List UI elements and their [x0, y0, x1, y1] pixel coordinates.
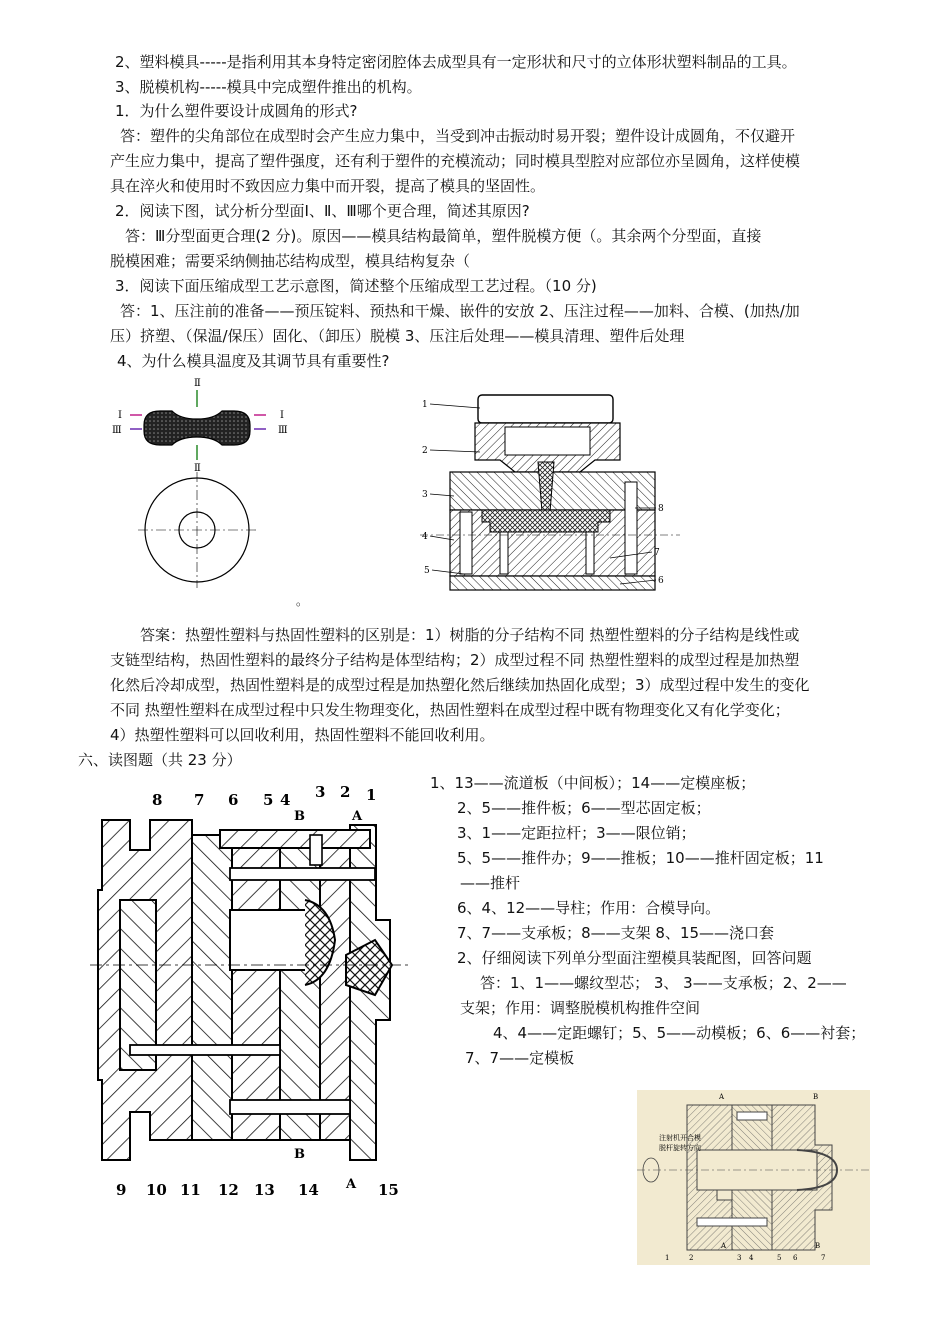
single-mold-answer-line-3: 4、4——定距螺钉；5、5——动模板；6、6——衬套；: [493, 1024, 866, 1042]
label-II-top: Ⅱ: [194, 378, 201, 389]
comp-label-8: 8: [658, 504, 664, 514]
parting-surface-figure: [108, 375, 308, 610]
small-distance-screw: [737, 1112, 767, 1120]
small-label-7: 7: [821, 1254, 826, 1262]
question-single-parting-mold: 2、仔细阅读下列单分型面注塑模具装配图，回答问题: [457, 949, 812, 967]
comp-label-1: 1: [422, 400, 428, 410]
compression-mold-figure: [420, 390, 680, 605]
answer-4-line-1: 答案：热塑性塑料与热固性塑料的区别是：1）树脂的分子结构不同 热塑性塑料的分子结构是线性或: [140, 626, 800, 644]
small-label-3: 3: [737, 1254, 742, 1262]
question-3: 3．阅读下面压缩成型工艺示意图，简述整个压缩成型工艺过程。（10 分): [115, 277, 597, 295]
guide-pin-right: [625, 482, 637, 574]
answer-1-line-3: 具在淬火和使用时不致因应力集中而开裂，提高了模具的坚固性。: [110, 177, 546, 195]
molded-part-cavity: [482, 510, 610, 532]
comp-label-4: 4: [422, 532, 428, 542]
ejector-pin-right: [586, 532, 594, 574]
section-mark-B-bottom: B: [294, 1147, 305, 1162]
label-III-left: Ⅲ: [112, 425, 122, 436]
definition-mold: 2、塑料模具-----是指利用其本身特定密闭腔体去成型具有一定形状和尺寸的立体形状塑料制品的工具。: [115, 53, 797, 71]
answer-4-line-5: 4）热塑性塑料可以回收利用，热固性塑料不能回收利用。: [110, 726, 495, 744]
mold-label-4: 4: [280, 791, 291, 809]
mold-label-15: 15: [378, 1181, 399, 1199]
answer-4-line-2: 支链型结构，热固性塑料的最终分子结构是体型结构；2）成型过程不同 热塑性塑料的成型过程是加热塑: [110, 651, 800, 669]
mold-label-11: 11: [180, 1181, 201, 1199]
plunger-part-1: [478, 395, 613, 423]
label-III-right: Ⅲ: [278, 425, 288, 436]
small-mark-B-top: B: [813, 1093, 819, 1101]
small-label-4: 4: [749, 1254, 754, 1262]
small-label-2: 2: [689, 1254, 694, 1262]
small-mark-A-top: A: [719, 1093, 725, 1101]
small-note-1: 注射机开合模: [659, 1134, 701, 1142]
answer-2-line-1: 答：Ⅲ分型面更合理(2 分)。原因——模具结构最简单，塑件脱模方便（。其余两个分型面，直接: [125, 227, 762, 245]
mold-label-14: 14: [298, 1181, 319, 1199]
core-plate-7: [192, 835, 232, 1140]
mold-label-13: 13: [254, 1181, 275, 1199]
mold-label-6: 6: [228, 791, 239, 809]
comp-label-6: 6: [658, 576, 664, 586]
comp-label-2: 2: [422, 446, 428, 456]
label-II-bottom: Ⅱ: [194, 463, 201, 474]
answer-4-line-4: 不同 热塑性塑料在成型过程中只发生物理变化，热固性塑料在成型过程中既有物理变化又有化学变化；: [110, 701, 790, 719]
mold-label-10: 10: [146, 1181, 167, 1199]
small-pin: [697, 1218, 767, 1226]
small-note-2: 脱杆旋转方向: [659, 1144, 701, 1152]
guide-pin-left: [460, 512, 472, 574]
small-mark-B-bottom: B: [815, 1242, 821, 1250]
mold-answer-7: 7、7——支承板；8——支架 8、15——浇口套: [457, 924, 775, 942]
answer-4-line-3: 化然后冷却成型，热固性塑料是的成型过程是加热塑化然后继续加热固化成型；3）成型过程中发生的变化: [110, 676, 810, 694]
answer-1-line-2: 产生应力集中，提高了塑件强度，还有利于塑件的充模流动；同时模具型腔对应部位亦呈圆角，这样使模: [110, 152, 801, 170]
mold-answer-4: 5、5——推件办；9——推板；10——推杆固定板；11: [457, 849, 824, 867]
section-mark-B-top: B: [294, 809, 305, 824]
small-mark-A-bottom: A: [721, 1242, 727, 1250]
small-label-1: 1: [665, 1254, 670, 1262]
mold-label-8: 8: [152, 791, 163, 809]
question-2: 2．阅读下图，试分析分型面Ⅰ、Ⅱ、Ⅲ哪个更合理，简述其原因?: [115, 202, 530, 220]
core: [230, 910, 310, 970]
comp-label-7: 7: [654, 548, 660, 558]
mold-answer-2: 2、5——推件板；6——型芯固定板；: [457, 799, 711, 817]
comp-label-5: 5: [424, 566, 430, 576]
section-mark-A-bottom: A: [346, 1177, 357, 1192]
comp-label-3: 3: [422, 490, 428, 500]
core-fixed-plate-6: [232, 840, 280, 1140]
ejector-pin-11: [130, 1045, 280, 1055]
mold-answer-4-cont: ——推杆: [460, 874, 521, 892]
label-I-right: Ⅰ: [280, 410, 284, 421]
figure-dot: 。: [296, 594, 308, 608]
answer-3-line-1: 答：1、压注前的准备——预压锭料、预热和干燥、嵌件的安放 2、压注过程——加料、合模、(加热/加: [120, 302, 800, 320]
definition-ejector: 3、脱模机构-----模具中完成塑件推出的机构。: [115, 78, 422, 96]
mold-label-5: 5: [263, 791, 274, 809]
mold-answer-1: 1、13——流道板（中间板）；14——定模座板；: [430, 774, 756, 792]
answer-3-line-2: 压）挤塑、（保温/保压）固化、（卸压）脱模 3、压注后处理——模具清理、塑件后处理: [110, 327, 685, 345]
mold-label-2: 2: [340, 783, 351, 801]
label-I-left: Ⅰ: [118, 410, 122, 421]
distance-pull-rod-1: [230, 868, 375, 880]
section-six-heading: 六、读图题（共 23 分）: [78, 751, 242, 769]
answer-1-line-1: 答：塑件的尖角部位在成型时会产生应力集中，当受到冲击振动时易开裂；塑件设计成圆角，不仅避开: [120, 127, 796, 145]
limit-pin-3: [310, 835, 322, 865]
single-parting-mold-figure: [637, 1090, 870, 1265]
ejector-pin-left: [500, 532, 508, 574]
single-mold-answer-line-4: 7、7——定模板: [465, 1049, 575, 1067]
mold-label-1: 1: [366, 786, 377, 804]
answer-2-line-2: 脱模困难；需要采纳侧抽芯结构成型，模具结构复杂（: [110, 252, 471, 270]
base-plate-part-6: [450, 576, 655, 590]
section-mark-A-top: A: [352, 809, 363, 824]
injection-mold-assembly-figure: [90, 780, 410, 1200]
mold-label-7: 7: [194, 791, 205, 809]
small-label-5: 5: [777, 1254, 782, 1262]
small-label-6: 6: [793, 1254, 798, 1262]
question-1: 1．为什么塑件要设计成圆角的形式?: [115, 102, 358, 120]
guide-pillar-12: [230, 1100, 350, 1114]
question-4: 4、为什么模具温度及其调节具有重要性?: [117, 352, 390, 370]
mold-label-9: 9: [116, 1181, 127, 1199]
single-mold-answer-line-1: 答：1、1——螺纹型芯； 3、 3——支承板；2、2——: [480, 974, 847, 992]
mold-label-12: 12: [218, 1181, 239, 1199]
mold-label-3: 3: [315, 783, 326, 801]
mold-answer-3: 3、1——定距拉杆；3——限位销；: [457, 824, 696, 842]
mold-answer-6: 6、4、12——导柱；作用：合模导向。: [457, 899, 721, 917]
single-mold-answer-line-2: 支架；作用：调整脱模机构推件空间: [460, 999, 701, 1017]
top-rail: [220, 830, 370, 848]
plastic-part-section: [144, 411, 250, 445]
